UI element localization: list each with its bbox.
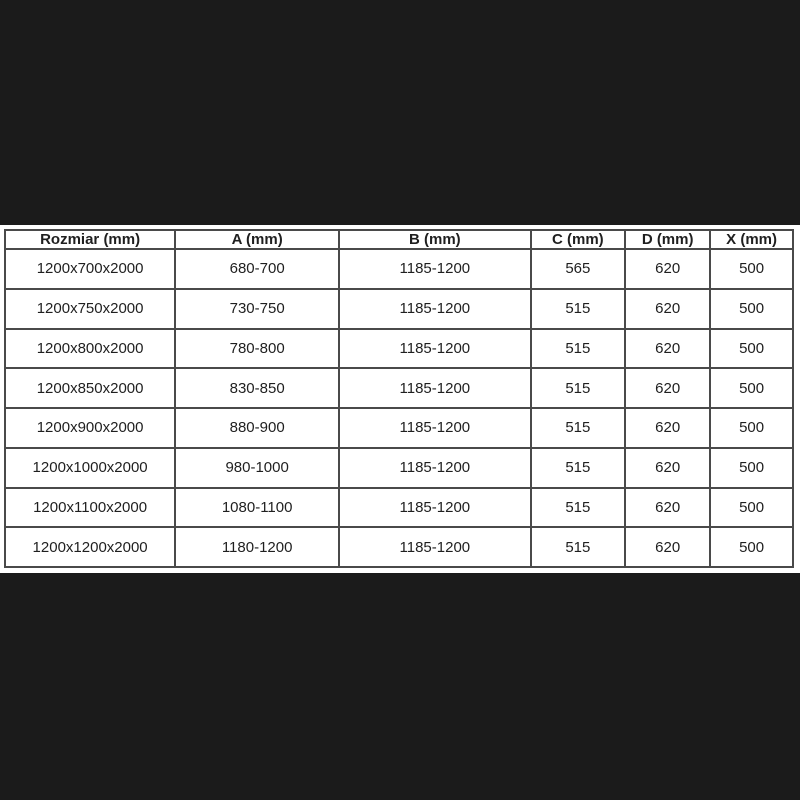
- column-header-d: D (mm): [625, 230, 710, 249]
- column-header-c: C (mm): [531, 230, 626, 249]
- table-cell: 1200x1000x2000: [5, 448, 175, 488]
- table-cell: 1185-1200: [339, 488, 530, 528]
- table-cell: 1080-1100: [175, 488, 339, 528]
- table-cell: 515: [531, 488, 626, 528]
- table-cell: 500: [710, 289, 793, 329]
- table-cell: 500: [710, 448, 793, 488]
- table-cell: 515: [531, 408, 626, 448]
- table-cell: 500: [710, 249, 793, 289]
- table-cell: 1185-1200: [339, 408, 530, 448]
- table-cell: 515: [531, 527, 626, 567]
- table-cell: 830-850: [175, 368, 339, 408]
- table-cell: 500: [710, 329, 793, 369]
- table-cell: 515: [531, 368, 626, 408]
- table-cell: 500: [710, 408, 793, 448]
- table-panel: [0, 225, 800, 573]
- table-cell: 730-750: [175, 289, 339, 329]
- dimensions-table: [4, 229, 794, 568]
- table-cell: 620: [625, 488, 710, 528]
- table-row: [5, 289, 793, 329]
- table-cell: 1200x750x2000: [5, 289, 175, 329]
- table-header-row: [5, 230, 793, 249]
- column-header-a: A (mm): [175, 230, 339, 249]
- table-cell: 515: [531, 289, 626, 329]
- table-cell: 1200x800x2000: [5, 329, 175, 369]
- column-header-rozmiar: Rozmiar (mm): [5, 230, 175, 249]
- table-cell: 620: [625, 408, 710, 448]
- column-header-x: X (mm): [710, 230, 793, 249]
- table-cell: 515: [531, 448, 626, 488]
- table-cell: 620: [625, 289, 710, 329]
- table-cell: 500: [710, 368, 793, 408]
- table-row: [5, 448, 793, 488]
- table-row: [5, 368, 793, 408]
- table-cell: 1185-1200: [339, 448, 530, 488]
- table-cell: 500: [710, 527, 793, 567]
- table-cell: 1185-1200: [339, 249, 530, 289]
- table-row: [5, 329, 793, 369]
- table-cell: 880-900: [175, 408, 339, 448]
- table-cell: 620: [625, 329, 710, 369]
- table-row: [5, 488, 793, 528]
- table-cell: 620: [625, 448, 710, 488]
- table-cell: 1200x1100x2000: [5, 488, 175, 528]
- table-cell: 620: [625, 249, 710, 289]
- table-cell: 1185-1200: [339, 289, 530, 329]
- table-body: [5, 249, 793, 567]
- table-cell: 1200x700x2000: [5, 249, 175, 289]
- table-row: [5, 527, 793, 567]
- table-cell: 620: [625, 527, 710, 567]
- table-cell: 620: [625, 368, 710, 408]
- table-cell: 1200x1200x2000: [5, 527, 175, 567]
- table-cell: 1180-1200: [175, 527, 339, 567]
- table-cell: 565: [531, 249, 626, 289]
- table-cell: 1200x900x2000: [5, 408, 175, 448]
- table-cell: 1185-1200: [339, 329, 530, 369]
- table-row: [5, 408, 793, 448]
- table-cell: 500: [710, 488, 793, 528]
- column-header-b: B (mm): [339, 230, 530, 249]
- table-cell: 780-800: [175, 329, 339, 369]
- table-row: [5, 249, 793, 289]
- table-cell: 1185-1200: [339, 368, 530, 408]
- table-cell: 680-700: [175, 249, 339, 289]
- table-cell: 515: [531, 329, 626, 369]
- table-cell: 1200x850x2000: [5, 368, 175, 408]
- table-cell: 980-1000: [175, 448, 339, 488]
- table-cell: 1185-1200: [339, 527, 530, 567]
